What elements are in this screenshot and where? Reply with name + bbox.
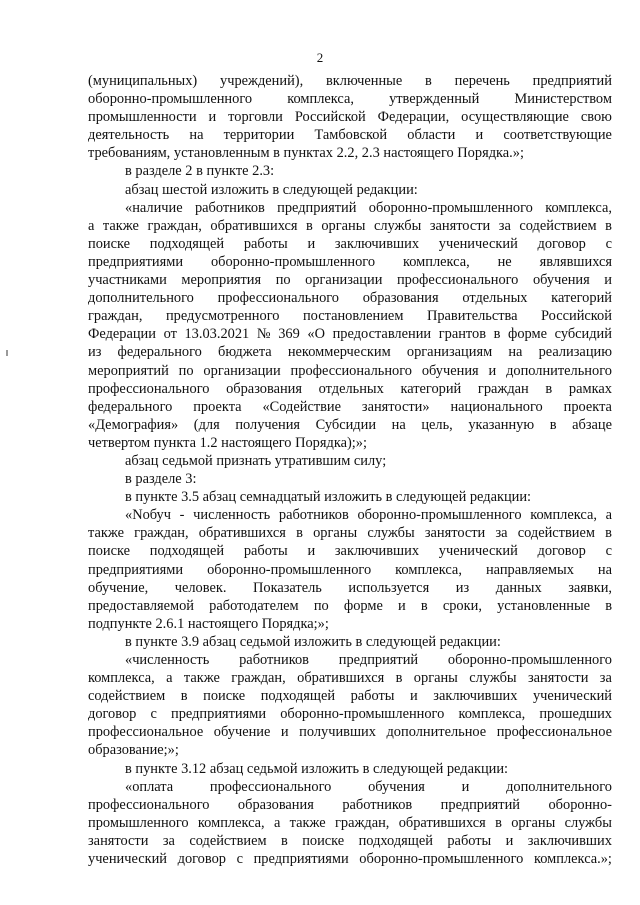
text-line (88, 217, 612, 235)
word: и (280, 724, 289, 741)
word: оборонно-промышленного (359, 851, 524, 868)
word: национального (450, 398, 543, 415)
word: и (410, 688, 418, 705)
word: и (461, 778, 470, 795)
text-line: требованиям, установленным в пунктах 2.2, 2.3 настоящего Порядка.»; (88, 145, 524, 162)
word: а (166, 670, 173, 687)
word: оборонно-промышленного (210, 253, 376, 270)
word: категорий (551, 290, 612, 307)
word: установленные (497, 597, 591, 614)
word: постановлением (302, 308, 404, 325)
word: предприятиями (171, 706, 267, 723)
text-line (88, 126, 612, 144)
word: в (545, 380, 553, 397)
word: и (488, 362, 497, 379)
text-line (88, 524, 612, 542)
text-line (88, 398, 612, 416)
word: комплекса.»; (534, 851, 612, 868)
text-line (88, 235, 612, 253)
word: службы (367, 525, 415, 542)
word: Российской (294, 109, 366, 126)
word: предусмотренного (165, 308, 280, 325)
word: - (179, 507, 185, 524)
text-line (88, 778, 612, 796)
text-line (88, 723, 612, 741)
text-line (88, 325, 612, 343)
text-line (88, 561, 612, 579)
text-line (88, 253, 612, 271)
word: в (306, 217, 313, 234)
word: форме (343, 597, 383, 614)
text-line: в пункте 3.9 абзац седьмой изложить в следующей редакции: (125, 633, 501, 650)
word: заключивших (334, 235, 420, 252)
word: на (391, 416, 406, 433)
word: и (208, 109, 217, 126)
word: службы (373, 217, 422, 234)
word: предоставлении (332, 326, 432, 343)
word: бюджета (218, 344, 272, 361)
word: также (102, 217, 139, 234)
word: дополнительного (506, 362, 612, 379)
word: профессиональное (496, 724, 612, 741)
word: оборонно- (548, 796, 612, 813)
word: не (497, 253, 512, 270)
word: с (605, 543, 612, 560)
text-line: подпункте 2.6.1 настоящего Порядка;»; (88, 615, 329, 632)
word: субсидий (554, 326, 612, 343)
word: с (150, 706, 157, 723)
word: профессионального (209, 778, 332, 795)
word: а (605, 507, 612, 524)
word: работников (239, 652, 309, 668)
margin-mark (6, 350, 8, 356)
text-line (88, 579, 612, 597)
word: деятельность (88, 127, 170, 144)
word: занятости (527, 670, 589, 687)
word: из (455, 579, 470, 596)
word: «численность (125, 652, 210, 668)
word: грантов (438, 326, 486, 343)
text-line (88, 289, 612, 307)
word: работы (243, 543, 288, 560)
word: осуществляющие (461, 109, 569, 126)
word: из (88, 344, 102, 361)
word: содействием (88, 688, 166, 705)
word: (для (193, 416, 220, 433)
word: ученический (438, 235, 518, 252)
word: «Демография» (88, 416, 179, 433)
text-line (88, 705, 612, 723)
word: поиске (203, 688, 246, 705)
word: предприятиями (88, 253, 184, 270)
text-line (88, 850, 612, 868)
word: реализацию (538, 344, 612, 361)
word: дополнительное (386, 724, 487, 741)
word: предприятиями (253, 851, 349, 868)
word: с (605, 235, 612, 252)
word: направляемых (485, 561, 574, 578)
word: обучения (368, 778, 425, 795)
word: и (475, 127, 484, 144)
word: содействием (189, 832, 267, 849)
word: по (178, 362, 194, 379)
word: оборонно-промышленного (280, 706, 445, 723)
word: ученический (532, 688, 612, 705)
word: граждан, (134, 525, 189, 542)
word: поиске (88, 235, 131, 252)
text-line (88, 199, 612, 217)
word: органы (313, 525, 358, 542)
word: и (604, 272, 612, 289)
word: комплекса, (287, 91, 354, 108)
word: в (605, 217, 612, 234)
word: органы (413, 670, 458, 687)
word: 13.03.2021 (184, 326, 250, 343)
word: обратившихся (198, 525, 286, 542)
word: области (407, 127, 456, 144)
text-line: четвертом пункта 1.2 настоящего Порядка);»; (88, 434, 367, 451)
word: 369 (278, 326, 300, 343)
word: прошедших (539, 706, 612, 723)
word: комплекса, (88, 670, 155, 687)
word: ученический (88, 851, 167, 868)
word: предприятий (532, 73, 612, 89)
word: комплекса, (395, 561, 462, 578)
text-line: образование;»; (88, 742, 179, 759)
word: обратившихся (297, 670, 385, 687)
word: комплекса, (458, 706, 526, 723)
word: Показатель (252, 579, 322, 596)
word: федерального (117, 344, 202, 361)
word: отдельных (462, 290, 528, 307)
word: также (88, 525, 124, 542)
word: работодателем (209, 597, 299, 614)
word: заключивших (433, 688, 518, 705)
word: оборонно-промышленного (357, 507, 522, 524)
word: и (398, 597, 406, 614)
word: «оплата (125, 778, 174, 795)
word: Федерации, (377, 109, 450, 126)
word: Федерации (88, 326, 156, 343)
word: абзаце (572, 416, 612, 433)
word: подходящей (149, 235, 225, 252)
word: организациям (406, 344, 493, 361)
word: «Содействие (262, 398, 341, 415)
word: оборонно-промышленного (207, 561, 372, 578)
word: граждан, (147, 217, 202, 234)
text-line (88, 307, 612, 325)
word: проекта (563, 398, 612, 415)
text-line: абзац шестой изложить в следующей редакции: (125, 181, 418, 198)
word: и (505, 832, 514, 849)
word: № (256, 326, 271, 343)
word: в (605, 525, 612, 542)
word: «О (307, 326, 325, 343)
word: учреждений), (220, 73, 304, 89)
word: также (183, 670, 220, 687)
word: по (313, 597, 329, 614)
word: комплекса, (402, 253, 470, 270)
word: «наличие (125, 199, 183, 216)
word: подходящей (358, 832, 433, 849)
word: организации (305, 272, 383, 289)
word: комплекса, (530, 507, 597, 524)
text-line (88, 72, 612, 90)
word: работы (447, 832, 492, 849)
word: соответствующие (503, 127, 612, 144)
word: Тамбовской (314, 127, 388, 144)
text-line (88, 343, 612, 361)
word: в (420, 597, 428, 614)
word: промышленности (88, 109, 197, 126)
word: заключивших (334, 543, 420, 560)
word: цель, (421, 416, 453, 433)
text-line: в разделе 3: (125, 471, 197, 488)
word: подходящей (260, 688, 336, 705)
document-body (88, 72, 612, 868)
word: в (296, 525, 303, 542)
word: образования (362, 290, 439, 307)
word: органы (321, 217, 366, 234)
word: форме (508, 326, 548, 343)
word: занятости (429, 217, 491, 234)
word: оборонно-промышленного (88, 91, 253, 108)
word: оборонно-промышленного (368, 199, 533, 216)
word: указанную (468, 416, 535, 433)
word: заявки, (568, 579, 612, 596)
word: содействием (519, 217, 597, 234)
word: проекта (193, 398, 242, 415)
word: организации (203, 362, 281, 379)
word: работников (194, 199, 265, 216)
word: (муниципальных) (88, 73, 198, 89)
word: профессионального (88, 380, 210, 397)
text-line: в пункте 3.5 абзац семнадцатый изложить в следующей редакции: (125, 489, 532, 506)
word: поиске (302, 832, 345, 849)
text-line: абзац седьмой признать утратившим силу; (125, 452, 387, 469)
text-line (88, 814, 612, 832)
word: являвшихся (539, 253, 612, 270)
word: граждан, (231, 670, 286, 687)
word: свою (580, 109, 612, 126)
word: сроки, (442, 597, 482, 614)
word: и (307, 235, 316, 252)
word: Правительства (426, 308, 518, 325)
word: дополнительного (88, 290, 194, 307)
word: оборонно-промышленного (447, 652, 612, 668)
text-line (88, 108, 612, 126)
word: федерального (88, 398, 173, 415)
text-line (88, 271, 612, 289)
text-line (88, 796, 612, 814)
word: в (605, 597, 612, 614)
word: на (597, 561, 612, 578)
word: используется (348, 579, 430, 596)
word: занятости (424, 525, 486, 542)
word: договор (537, 235, 586, 252)
word: службы (564, 814, 612, 831)
word: занятости (88, 832, 149, 849)
word: работы (350, 688, 395, 705)
word: обучение, (88, 579, 149, 596)
word: по (275, 272, 291, 289)
word: а (88, 217, 95, 234)
word: работников (342, 796, 413, 813)
word: в (395, 670, 403, 687)
text-line (88, 506, 612, 524)
word: дополнительного (506, 778, 612, 795)
text-line: в пункте 3.12 абзац седьмой изложить в следующей редакции: (125, 760, 509, 777)
word: с (236, 851, 243, 868)
word: обучение (213, 724, 271, 741)
text-line (88, 416, 612, 434)
text-line (88, 687, 612, 705)
text-line: в разделе 2 в пункте 2.3: (125, 163, 275, 180)
word: получивших (299, 724, 376, 741)
word: включенные (325, 73, 403, 89)
text-line (88, 651, 612, 669)
word: ученический (438, 543, 518, 560)
word: территории (223, 127, 295, 144)
word: человек. (174, 579, 227, 596)
word: образования (226, 380, 303, 397)
word: за (495, 525, 508, 542)
word: также (289, 814, 326, 831)
word: мероприятий (88, 362, 169, 379)
word: в (495, 814, 502, 831)
word: предоставляемой (88, 597, 195, 614)
word: численность (193, 507, 271, 524)
word: некоммерческим (287, 344, 391, 361)
text-line (88, 362, 612, 380)
word: за (498, 217, 511, 234)
word: утвержденный (389, 91, 480, 108)
word: «Nобуч (125, 507, 171, 524)
word: в (493, 326, 501, 343)
word: обучения (532, 272, 590, 289)
text-line (88, 832, 612, 850)
word: предприятий (338, 652, 419, 668)
text-line (88, 597, 612, 615)
word: в (280, 832, 288, 849)
word: органы (511, 814, 556, 831)
word: Министерством (514, 91, 612, 108)
word: торговли (228, 109, 283, 126)
word: в (549, 416, 557, 433)
word: профессионального (290, 362, 412, 379)
word: обратившихся (398, 814, 486, 831)
word: граждан, (334, 814, 390, 831)
word: на (189, 127, 204, 144)
word: категорий (400, 380, 462, 397)
word: а (273, 814, 281, 831)
word: в (180, 688, 188, 705)
word: поиске (88, 543, 131, 560)
word: занятости» (361, 398, 430, 415)
word: профессионального (88, 796, 210, 813)
word: комплекса, (197, 814, 265, 831)
text-line (88, 90, 612, 108)
word: заключивших (527, 832, 612, 849)
word: работы (243, 235, 288, 252)
word: договор (537, 543, 586, 560)
word: в (425, 73, 432, 89)
word: граждан (477, 380, 529, 397)
word: предприятий (440, 796, 520, 813)
word: за (599, 670, 612, 687)
word: и (307, 543, 316, 560)
word: отдельных (318, 380, 384, 397)
word: граждан, (88, 308, 143, 325)
word: договор (177, 851, 226, 868)
word: Российской (541, 308, 612, 325)
word: образования (237, 796, 314, 813)
word: предприятиями (88, 561, 184, 578)
word: от (163, 326, 177, 343)
word: содействием (517, 525, 595, 542)
word: профессионального (396, 272, 519, 289)
word: перечень (454, 73, 510, 89)
word: получения (235, 416, 301, 433)
page-number: 2 (316, 50, 324, 65)
word: работников (278, 507, 349, 524)
word: договор (88, 706, 137, 723)
word: промышленного (88, 814, 189, 831)
text-line (88, 669, 612, 687)
text-line (88, 380, 612, 398)
word: подходящей (149, 543, 225, 560)
word: обратившихся (210, 217, 298, 234)
word: Субсидии (315, 416, 377, 433)
word: профессиональное (88, 724, 204, 741)
word: мероприятия (181, 272, 262, 289)
word: службы (469, 670, 517, 687)
word: обучения (421, 362, 479, 379)
word: комплекса, (545, 199, 612, 216)
word: данных (495, 579, 542, 596)
word: предприятий (277, 199, 357, 216)
word: за (162, 832, 175, 849)
text-line (88, 542, 612, 560)
word: участниками (88, 272, 167, 289)
word: профессионального (217, 290, 340, 307)
word: рамках (568, 380, 612, 397)
word: на (508, 344, 523, 361)
